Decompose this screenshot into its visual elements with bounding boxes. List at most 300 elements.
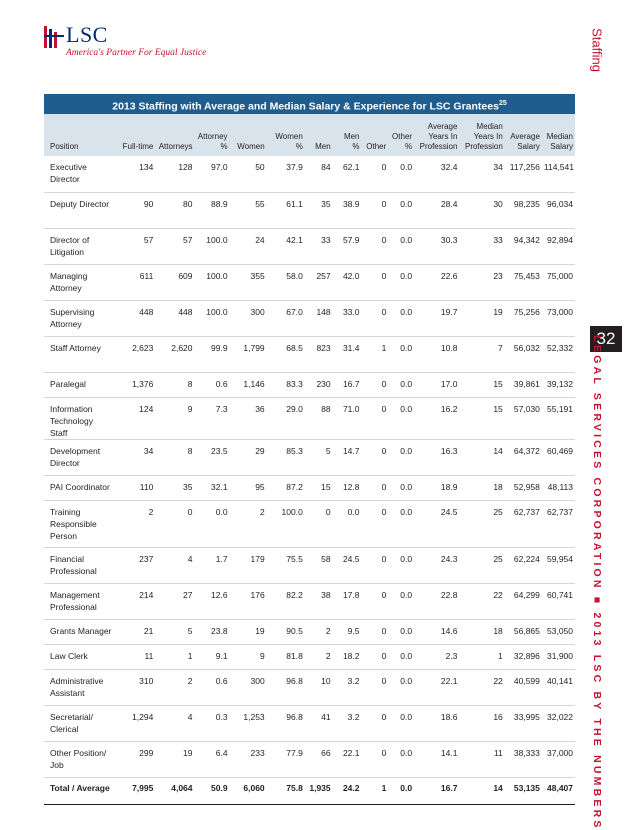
table-row xyxy=(44,397,575,439)
table-cell: 99.9 xyxy=(195,336,230,372)
table-cell: 257 xyxy=(305,264,333,300)
table-cell: 38.9 xyxy=(333,192,362,228)
position-cell: Director of Litigation xyxy=(44,228,114,264)
total-cell: 0.0 xyxy=(388,777,414,804)
table-cell: 67.0 xyxy=(267,300,305,336)
staffing-table xyxy=(44,114,575,805)
table-cell: 16.7 xyxy=(333,372,362,397)
staffing-table-container xyxy=(44,94,575,805)
table-cell: 609 xyxy=(155,264,194,300)
column-header xyxy=(362,114,389,156)
table-cell: 33,995 xyxy=(505,705,542,741)
table-cell: 0 xyxy=(362,583,389,619)
table-body xyxy=(44,156,575,804)
table-cell: 8 xyxy=(155,372,194,397)
table-cell: 1 xyxy=(155,644,194,669)
table-row xyxy=(44,372,575,397)
table-cell: 10.8 xyxy=(414,336,459,372)
table-cell: 0 xyxy=(362,156,389,192)
table-cell: 22.8 xyxy=(414,583,459,619)
table-cell: 88.9 xyxy=(195,192,230,228)
column-header xyxy=(230,114,267,156)
column-header-line: Average xyxy=(510,132,540,141)
position-cell: Executive Director xyxy=(44,156,114,192)
table-cell: 18 xyxy=(459,475,504,500)
column-header xyxy=(44,114,114,156)
footnote-ref: 25 xyxy=(498,100,507,107)
table-cell: 81.8 xyxy=(267,644,305,669)
table-cell: 0.0 xyxy=(388,397,414,439)
table-title-text: 2013 Staffing with Average and Median Salary & Experience for LSC Grantees xyxy=(112,100,499,113)
table-cell: 23.8 xyxy=(195,619,230,644)
table-cell: 611 xyxy=(114,264,155,300)
table-cell: 36 xyxy=(230,397,267,439)
column-header-line: Other xyxy=(366,142,387,151)
table-cell: 110 xyxy=(114,475,155,500)
table-cell: 0 xyxy=(362,439,389,475)
table-cell: 18.9 xyxy=(414,475,459,500)
table-row xyxy=(44,583,575,619)
total-cell: 50.9 xyxy=(195,777,230,804)
table-row xyxy=(44,439,575,475)
table-cell: 0.6 xyxy=(195,372,230,397)
table-cell: 19.7 xyxy=(414,300,459,336)
table-cell: 15 xyxy=(305,475,333,500)
table-cell: 22.1 xyxy=(414,669,459,705)
table-cell: 14.6 xyxy=(414,619,459,644)
table-cell: 21 xyxy=(114,619,155,644)
column-header-line: Profession xyxy=(464,142,503,151)
table-row xyxy=(44,228,575,264)
table-cell: 66 xyxy=(305,741,333,777)
table-row xyxy=(44,705,575,741)
table-cell: 9.1 xyxy=(195,644,230,669)
table-cell: 27 xyxy=(155,583,194,619)
table-cell: 39,132 xyxy=(542,372,575,397)
column-header xyxy=(414,114,459,156)
column-header-line: Women xyxy=(275,132,303,141)
table-cell: 24.5 xyxy=(333,547,362,583)
table-cell: 60,469 xyxy=(542,439,575,475)
table-cell: 22.6 xyxy=(414,264,459,300)
table-cell: 35 xyxy=(305,192,333,228)
flag-icon xyxy=(44,26,64,48)
table-cell: 9 xyxy=(155,397,194,439)
column-header-line: Attorneys xyxy=(158,142,193,151)
table-cell: 37,000 xyxy=(542,741,575,777)
table-cell: 75.5 xyxy=(267,547,305,583)
table-cell: 92,894 xyxy=(542,228,575,264)
table-cell: 0.0 xyxy=(388,264,414,300)
table-row xyxy=(44,475,575,500)
table-cell: 56,865 xyxy=(505,619,542,644)
logo-text: LSC xyxy=(66,22,108,47)
table-cell: 23 xyxy=(459,264,504,300)
table-cell: 9.5 xyxy=(333,619,362,644)
table-cell: 0 xyxy=(362,500,389,547)
table-cell: 52,332 xyxy=(542,336,575,372)
column-header xyxy=(195,114,230,156)
column-header xyxy=(114,114,155,156)
column-header-line: Profession xyxy=(419,142,458,151)
table-cell: 7.3 xyxy=(195,397,230,439)
table-cell: 30 xyxy=(459,192,504,228)
column-header-line: Median xyxy=(476,122,503,131)
table-cell: 0 xyxy=(362,192,389,228)
table-cell: 448 xyxy=(155,300,194,336)
table-title xyxy=(44,94,575,114)
table-cell: 0.0 xyxy=(388,741,414,777)
position-cell: Administrative Assistant xyxy=(44,669,114,705)
table-cell: 214 xyxy=(114,583,155,619)
table-cell: 32.1 xyxy=(195,475,230,500)
position-cell: Other Position/ Job xyxy=(44,741,114,777)
column-header-line: % xyxy=(352,142,360,151)
table-cell: 18.6 xyxy=(414,705,459,741)
table-cell: 0 xyxy=(362,705,389,741)
table-cell: 90 xyxy=(114,192,155,228)
table-cell: 6.4 xyxy=(195,741,230,777)
table-cell: 0.0 xyxy=(388,439,414,475)
column-header-line: Years In xyxy=(428,132,458,141)
table-row xyxy=(44,741,575,777)
table-cell: 15 xyxy=(459,372,504,397)
table-row xyxy=(44,644,575,669)
column-header-line: Men xyxy=(315,142,331,151)
table-cell: 31,900 xyxy=(542,644,575,669)
table-cell: 22 xyxy=(459,669,504,705)
table-cell: 448 xyxy=(114,300,155,336)
table-cell: 117,256 xyxy=(505,156,542,192)
table-cell: 0 xyxy=(362,669,389,705)
total-cell: 1,935 xyxy=(305,777,333,804)
table-cell: 57 xyxy=(155,228,194,264)
table-cell: 16.2 xyxy=(414,397,459,439)
table-cell: 57,030 xyxy=(505,397,542,439)
table-cell: 0 xyxy=(362,741,389,777)
table-cell: 0 xyxy=(362,228,389,264)
table-cell: 53,050 xyxy=(542,619,575,644)
table-row xyxy=(44,264,575,300)
table-cell: 4 xyxy=(155,547,194,583)
column-header xyxy=(155,114,194,156)
table-cell: 0 xyxy=(155,500,194,547)
table-cell: 18 xyxy=(459,619,504,644)
table-cell: 33 xyxy=(305,228,333,264)
table-cell: 23.5 xyxy=(195,439,230,475)
column-header xyxy=(459,114,504,156)
table-cell: 0.0 xyxy=(388,705,414,741)
table-cell: 96,034 xyxy=(542,192,575,228)
table-cell: 96.8 xyxy=(267,705,305,741)
table-cell: 18.2 xyxy=(333,644,362,669)
table-cell: 2.3 xyxy=(414,644,459,669)
table-cell: 124 xyxy=(114,397,155,439)
table-cell: 24.5 xyxy=(414,500,459,547)
table-row xyxy=(44,156,575,192)
table-cell: 58 xyxy=(305,547,333,583)
table-cell: 300 xyxy=(230,669,267,705)
table-cell: 0.0 xyxy=(388,372,414,397)
column-header-line: Salary xyxy=(550,142,573,151)
table-cell: 60,741 xyxy=(542,583,575,619)
table-row xyxy=(44,300,575,336)
table-cell: 237 xyxy=(114,547,155,583)
column-header-line: Years In xyxy=(473,132,503,141)
table-cell: 300 xyxy=(230,300,267,336)
table-cell: 68.5 xyxy=(267,336,305,372)
table-cell: 90.5 xyxy=(267,619,305,644)
table-cell: 0.0 xyxy=(388,228,414,264)
table-cell: 48,113 xyxy=(542,475,575,500)
total-cell: 1 xyxy=(362,777,389,804)
column-header-line: % xyxy=(220,142,228,151)
table-cell: 75,453 xyxy=(505,264,542,300)
table-cell: 62,224 xyxy=(505,547,542,583)
position-cell: Financial Professional xyxy=(44,547,114,583)
table-cell: 64,299 xyxy=(505,583,542,619)
table-cell: 0.0 xyxy=(388,644,414,669)
table-cell: 33.0 xyxy=(333,300,362,336)
column-header-line: Women xyxy=(237,142,265,151)
table-cell: 0 xyxy=(362,372,389,397)
position-cell: Managing Attorney xyxy=(44,264,114,300)
table-cell: 0 xyxy=(362,547,389,583)
table-cell: 3.2 xyxy=(333,705,362,741)
table-cell: 80 xyxy=(155,192,194,228)
table-cell: 0 xyxy=(362,644,389,669)
table-cell: 134 xyxy=(114,156,155,192)
table-header-row xyxy=(44,114,575,156)
table-cell: 3.2 xyxy=(333,669,362,705)
table-cell: 823 xyxy=(305,336,333,372)
table-cell: 7 xyxy=(459,336,504,372)
table-row xyxy=(44,336,575,372)
table-cell: 42.1 xyxy=(267,228,305,264)
table-cell: 22.1 xyxy=(333,741,362,777)
table-cell: 0 xyxy=(362,475,389,500)
column-header xyxy=(542,114,575,156)
table-cell: 0.0 xyxy=(388,619,414,644)
lsc-logo xyxy=(44,20,244,60)
table-cell: 57.9 xyxy=(333,228,362,264)
section-label-text: Staffing xyxy=(589,28,605,72)
position-cell: Grants Manager xyxy=(44,619,114,644)
table-cell: 31.4 xyxy=(333,336,362,372)
column-header-line: % xyxy=(295,142,303,151)
table-cell: 15 xyxy=(459,397,504,439)
table-cell: 35 xyxy=(155,475,194,500)
total-label-cell: Total / Average xyxy=(44,777,114,804)
column-header-line: Full-time xyxy=(122,142,154,151)
table-cell: 0.0 xyxy=(388,475,414,500)
column-header-line: Men xyxy=(343,132,360,141)
table-cell: 100.0 xyxy=(195,228,230,264)
table-cell: 84 xyxy=(305,156,333,192)
table-cell: 114,541 xyxy=(542,156,575,192)
position-cell: PAI Coordinator xyxy=(44,475,114,500)
table-cell: 1 xyxy=(459,644,504,669)
table-cell: 32,022 xyxy=(542,705,575,741)
table-cell: 56,032 xyxy=(505,336,542,372)
table-cell: 24.3 xyxy=(414,547,459,583)
column-header xyxy=(305,114,333,156)
table-cell: 33 xyxy=(459,228,504,264)
table-cell: 1.7 xyxy=(195,547,230,583)
table-cell: 62,737 xyxy=(505,500,542,547)
column-header xyxy=(267,114,305,156)
table-cell: 29 xyxy=(230,439,267,475)
table-cell: 0 xyxy=(362,300,389,336)
table-cell: 32.4 xyxy=(414,156,459,192)
position-cell: Law Clerk xyxy=(44,644,114,669)
table-cell: 73,000 xyxy=(542,300,575,336)
column-header-line: Attorney xyxy=(197,132,228,141)
table-cell: 0.0 xyxy=(388,547,414,583)
section-label xyxy=(585,20,609,80)
table-cell: 0.0 xyxy=(388,669,414,705)
column-header-line: Position xyxy=(50,142,79,151)
table-cell: 12.6 xyxy=(195,583,230,619)
table-cell: 77.9 xyxy=(267,741,305,777)
column-header-line: Median xyxy=(546,132,573,141)
organization-banner xyxy=(585,334,609,830)
table-cell: 0.0 xyxy=(195,500,230,547)
table-cell: 29.0 xyxy=(267,397,305,439)
table-cell: 0.0 xyxy=(388,192,414,228)
table-cell: 17.0 xyxy=(414,372,459,397)
total-cell: 16.7 xyxy=(414,777,459,804)
table-cell: 5 xyxy=(305,439,333,475)
table-cell: 100.0 xyxy=(195,300,230,336)
table-cell: 58.0 xyxy=(267,264,305,300)
position-cell: Information Technology Staff xyxy=(44,397,114,439)
table-cell: 95 xyxy=(230,475,267,500)
logo-tagline: America's Partner For Equal Justice xyxy=(66,48,207,58)
position-cell: Secretarial/ Clerical xyxy=(44,705,114,741)
total-cell: 4,064 xyxy=(155,777,194,804)
table-row xyxy=(44,192,575,228)
table-cell: 9 xyxy=(230,644,267,669)
table-cell: 0.0 xyxy=(388,156,414,192)
table-cell: 42.0 xyxy=(333,264,362,300)
table-cell: 16.3 xyxy=(414,439,459,475)
table-cell: 1 xyxy=(362,336,389,372)
table-cell: 17.8 xyxy=(333,583,362,619)
total-cell: 6,060 xyxy=(230,777,267,804)
table-cell: 11 xyxy=(114,644,155,669)
table-cell: 310 xyxy=(114,669,155,705)
table-cell: 37.9 xyxy=(267,156,305,192)
table-cell: 10 xyxy=(305,669,333,705)
table-cell: 82.2 xyxy=(267,583,305,619)
table-cell: 38,333 xyxy=(505,741,542,777)
table-cell: 22 xyxy=(459,583,504,619)
organization-banner-text: LEGAL SERVICES CORPORATION ■ 2013 LSC BY THE NUMBERS xyxy=(591,334,603,830)
table-cell: 19 xyxy=(230,619,267,644)
table-cell: 0.0 xyxy=(388,500,414,547)
table-cell: 75,256 xyxy=(505,300,542,336)
table-cell: 230 xyxy=(305,372,333,397)
table-cell: 233 xyxy=(230,741,267,777)
table-cell: 62.1 xyxy=(333,156,362,192)
position-cell: Training Responsible Person xyxy=(44,500,114,547)
column-header-line: Salary xyxy=(517,142,540,151)
table-cell: 2 xyxy=(114,500,155,547)
table-cell: 0.0 xyxy=(388,300,414,336)
table-cell: 59,954 xyxy=(542,547,575,583)
table-cell: 0.0 xyxy=(388,583,414,619)
table-cell: 100.0 xyxy=(267,500,305,547)
table-cell: 40,141 xyxy=(542,669,575,705)
table-cell: 64,372 xyxy=(505,439,542,475)
table-cell: 98,235 xyxy=(505,192,542,228)
column-header xyxy=(388,114,414,156)
table-cell: 14 xyxy=(459,439,504,475)
total-cell: 7,995 xyxy=(114,777,155,804)
column-header-line: Average xyxy=(427,122,458,131)
table-cell: 179 xyxy=(230,547,267,583)
column-header xyxy=(505,114,542,156)
table-cell: 0.3 xyxy=(195,705,230,741)
table-cell: 39,861 xyxy=(505,372,542,397)
table-cell: 0 xyxy=(305,500,333,547)
position-cell: Management Professional xyxy=(44,583,114,619)
table-cell: 0.0 xyxy=(333,500,362,547)
table-cell: 25 xyxy=(459,500,504,547)
table-cell: 19 xyxy=(459,300,504,336)
table-cell: 11 xyxy=(459,741,504,777)
table-cell: 38 xyxy=(305,583,333,619)
table-row xyxy=(44,500,575,547)
table-cell: 75,000 xyxy=(542,264,575,300)
table-cell: 128 xyxy=(155,156,194,192)
table-cell: 1,146 xyxy=(230,372,267,397)
table-cell: 34 xyxy=(114,439,155,475)
table-cell: 1,376 xyxy=(114,372,155,397)
table-cell: 2 xyxy=(155,669,194,705)
table-cell: 52,958 xyxy=(505,475,542,500)
table-cell: 34 xyxy=(459,156,504,192)
total-cell: 24.2 xyxy=(333,777,362,804)
table-cell: 71.0 xyxy=(333,397,362,439)
table-cell: 28.4 xyxy=(414,192,459,228)
page-number: 32 xyxy=(590,326,622,352)
table-cell: 57 xyxy=(114,228,155,264)
table-cell: 61.1 xyxy=(267,192,305,228)
table-cell: 2,623 xyxy=(114,336,155,372)
position-cell: Development Director xyxy=(44,439,114,475)
table-cell: 19 xyxy=(155,741,194,777)
total-cell: 48,407 xyxy=(542,777,575,804)
table-cell: 0 xyxy=(362,619,389,644)
table-cell: 55 xyxy=(230,192,267,228)
table-row xyxy=(44,669,575,705)
table-cell: 1,799 xyxy=(230,336,267,372)
position-cell: Paralegal xyxy=(44,372,114,397)
table-cell: 88 xyxy=(305,397,333,439)
table-cell: 0.6 xyxy=(195,669,230,705)
table-cell: 100.0 xyxy=(195,264,230,300)
table-cell: 62,737 xyxy=(542,500,575,547)
table-cell: 94,342 xyxy=(505,228,542,264)
table-cell: 83.3 xyxy=(267,372,305,397)
position-cell: Staff Attorney xyxy=(44,336,114,372)
table-cell: 55,191 xyxy=(542,397,575,439)
total-cell: 14 xyxy=(459,777,504,804)
table-row xyxy=(44,619,575,644)
table-cell: 4 xyxy=(155,705,194,741)
